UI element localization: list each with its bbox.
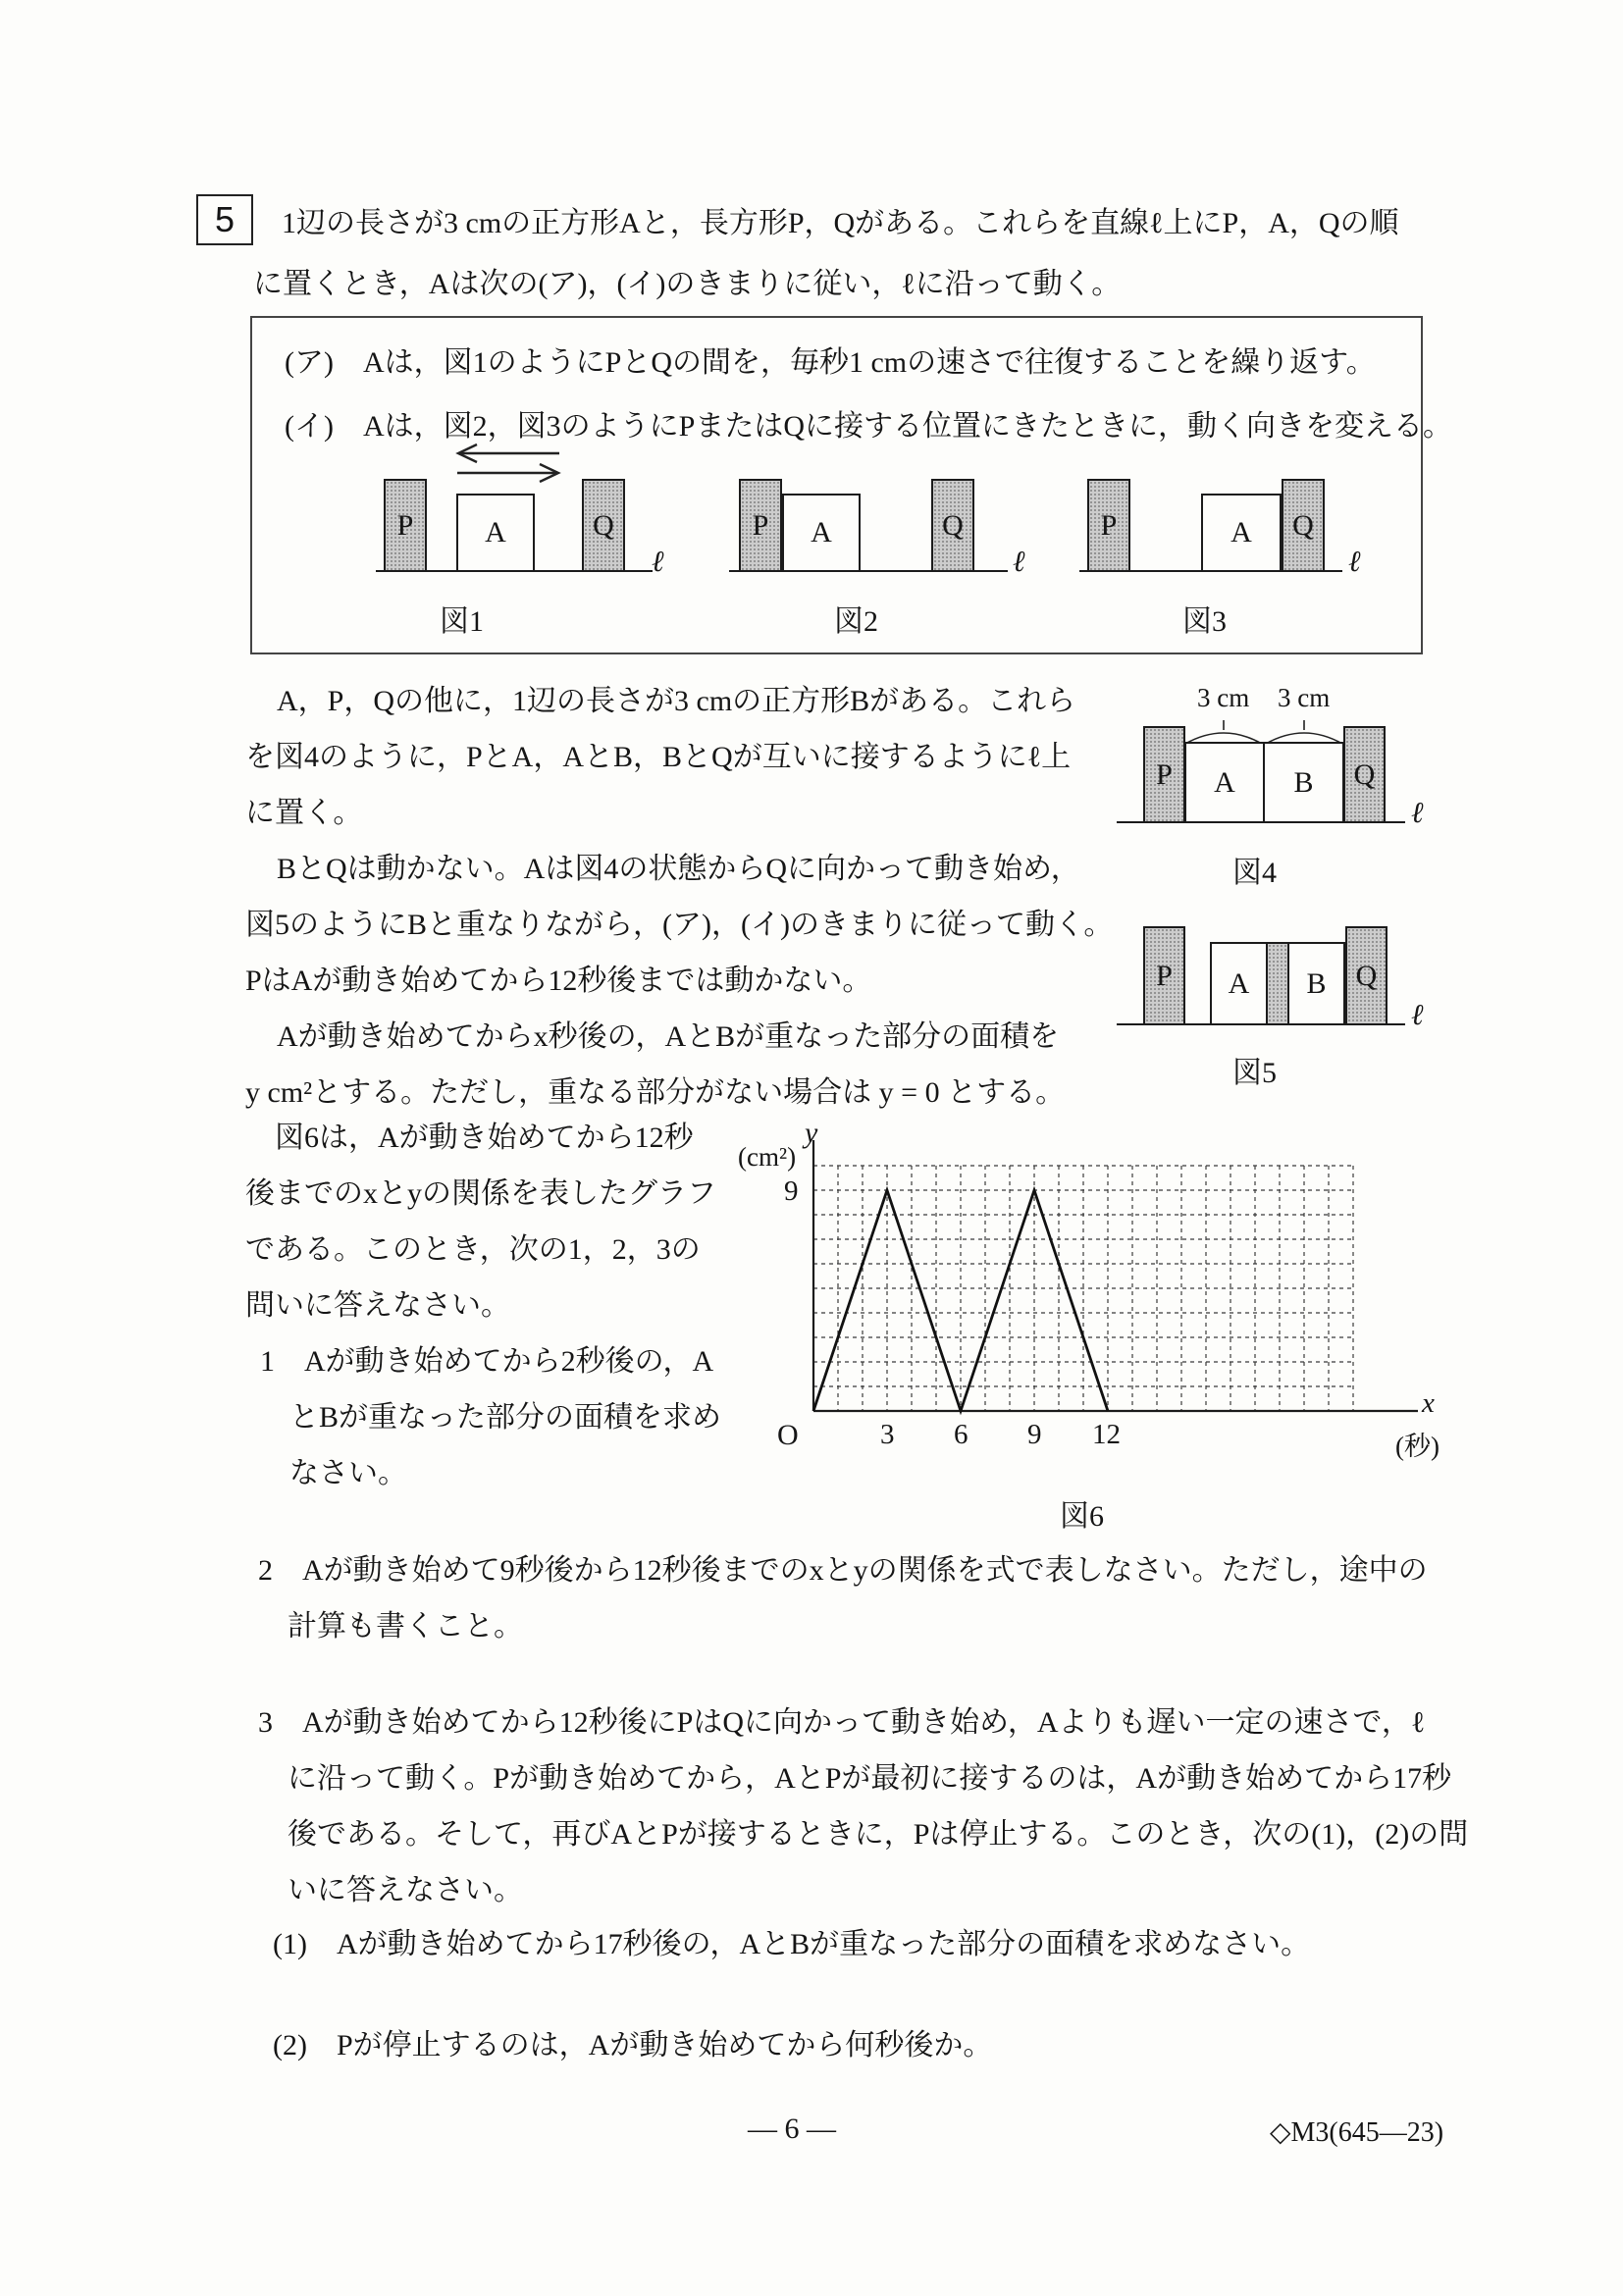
question-2-line: 2 Aが動き始めて9秒後から12秒後までのxとyの関係を式で表しなさい。ただし，途中の [258, 1554, 1428, 1587]
fig5-rect-p [1143, 926, 1185, 1025]
fig4-rect-p [1143, 726, 1185, 823]
body-line: BとQは動かない。Aは図4の状態からQに向かって動き始め， [277, 853, 1080, 885]
fig4-dim-a: 3 cm [1197, 683, 1250, 712]
fig6-caption: 図6 [1060, 1500, 1104, 1533]
fig1-rect-q [582, 479, 625, 572]
fig5-label-p: P [1156, 959, 1173, 992]
fig6-origin: O [777, 1419, 799, 1451]
graph-side-line: 後までのxとyの関係を表したグラフ [245, 1177, 716, 1210]
fig4-label-p: P [1156, 757, 1173, 791]
fig1-label-q: Q [593, 508, 614, 542]
graph-side-line: である。このとき，次の1，2，3の [245, 1233, 701, 1266]
question-2-line: 計算も書くこと。 [288, 1610, 523, 1643]
fig4-line-label: ℓ [1411, 797, 1424, 829]
reciprocating-arrows-icon [449, 442, 567, 485]
fig2-label-q: Q [942, 508, 964, 542]
rule-line: (ア) Aは，図1のようにPとQの間を，毎秒1 cmの速さで往復することを繰り返す。 [285, 346, 1376, 379]
fig4-label-a: A [1214, 765, 1235, 799]
fig4-line-l [1117, 821, 1405, 823]
fig2-square-a [782, 494, 861, 572]
fig3-caption: 図3 [1182, 605, 1227, 638]
fig4-dim-b: 3 cm [1278, 683, 1331, 712]
fig3-rect-q [1282, 479, 1325, 572]
problem-number-box [196, 194, 253, 245]
sub-question-line: (2) Pが停止するのは，Aが動き始めてから何秒後か。 [273, 2029, 993, 2061]
fig4-caption: 図4 [1232, 857, 1277, 889]
question-1-line: とBが重なった部分の面積を求め [289, 1401, 722, 1434]
fig3-label-p: P [1100, 508, 1118, 542]
intro-line: に置くとき，Aは次の(ア)，(イ)のきまりに従い，ℓに沿って動く。 [253, 268, 1122, 300]
body-line: を図4のように，PとA，AとB，BとQが互いに接するようにℓ上 [245, 741, 1072, 773]
fig3-line-label: ℓ [1348, 546, 1361, 578]
graph-side-line: 図6は，Aが動き始めてから12秒 [275, 1122, 694, 1154]
fig4-square-a [1184, 742, 1265, 823]
document-code: ◇M3(645—23) [1270, 2117, 1444, 2148]
fig1-rect-p [384, 479, 427, 572]
problem-number: 5 [214, 199, 236, 239]
sub-question-line: (1) Aが動き始めてから17秒後の，AとBが重なった部分の面積を求めなさい。 [273, 1928, 1311, 1960]
fig3-square-a [1201, 494, 1282, 572]
fig1-label-p: P [396, 508, 414, 542]
fig6-y-tick: 9 [784, 1175, 799, 1207]
question-1-line: なさい。 [289, 1457, 407, 1489]
fig5-caption: 図5 [1232, 1057, 1277, 1089]
question-3-line: いに答えなさい。 [288, 1874, 523, 1906]
fig6-x-tick: 6 [954, 1419, 969, 1450]
fig6-x-tick: 9 [1027, 1419, 1042, 1450]
fig1-line-label: ℓ [652, 546, 664, 578]
body-line: y cm²とする。ただし，重なる部分がない場合は y = 0 とする。 [245, 1076, 1066, 1109]
fig5-line-label: ℓ [1411, 999, 1424, 1031]
body-line: PはAが動き始めてから12秒後までは動かない。 [245, 965, 872, 997]
question-1-line: 1 Aが動き始めてから2秒後の，A [260, 1345, 714, 1378]
fig1-label-a: A [485, 516, 506, 548]
fig2-label-p: P [752, 508, 769, 542]
fig3-rect-p [1087, 479, 1130, 572]
fig6-x-tick: 12 [1092, 1419, 1121, 1450]
fig1-square-a [456, 494, 535, 572]
fig2-caption: 図2 [834, 605, 878, 638]
question-3-line: 3 Aが動き始めてから12秒後にPはQに向かって動き始め，Aよりも遅い一定の速さで，ℓ [258, 1706, 1426, 1739]
fig4-square-b [1263, 742, 1344, 823]
fig5-rect-q [1345, 926, 1387, 1025]
fig2-label-a: A [811, 516, 832, 548]
fig6-y-var: y [805, 1117, 818, 1149]
page-number: — 6 — [748, 2113, 836, 2145]
body-line: 図5のようにBと重なりながら，(ア)，(イ)のきまりに従って動く。 [245, 909, 1114, 941]
fig5-line-l [1117, 1023, 1405, 1025]
rule-line: (イ) Aは，図2，図3のようにPまたはQに接する位置にきたときに，動く向きを変える。 [285, 410, 1452, 443]
fig5-overlap-region [1266, 944, 1289, 1023]
fig6-x-unit: (秒) [1395, 1432, 1440, 1461]
intro-line: 1辺の長さが3 cmの正方形Aと，長方形P，Qがある。これらを直線ℓ上にP，A，Qの順 [282, 207, 1399, 239]
fig6-graph [726, 1119, 1433, 1540]
fig6-y-unit: (cm²) [738, 1142, 797, 1172]
fig2-line-label: ℓ [1013, 546, 1025, 578]
fig5-label-a: A [1228, 966, 1250, 1000]
fig6-x-var: x [1422, 1387, 1435, 1419]
fig5-label-b: B [1306, 966, 1327, 1000]
fig1-caption: 図1 [440, 605, 484, 638]
body-line: に置く。 [245, 797, 363, 829]
fig2-rect-q [931, 479, 974, 572]
graph-side-line: 問いに答えなさい。 [245, 1289, 510, 1322]
fig5-label-q: Q [1355, 959, 1378, 992]
fig2-rect-p [739, 479, 782, 572]
fig4-rect-q [1343, 726, 1386, 823]
fig3-label-a: A [1230, 516, 1252, 548]
fig3-label-q: Q [1292, 508, 1314, 542]
question-3-line: に沿って動く。Pが動き始めてから，AとPが最初に接するのは，Aが動き始めてから17秒 [288, 1762, 1452, 1795]
fig4-label-b: B [1293, 765, 1314, 799]
fig6-x-tick: 3 [880, 1419, 895, 1450]
question-3-line: 後である。そして，再びAとPが接するときに，Pは停止する。このとき，次の(1)，(2)の問 [288, 1818, 1469, 1851]
body-line: Aが動き始めてからx秒後の，AとBが重なった部分の面積を [277, 1020, 1060, 1053]
body-line: A，P，Qの他に，1辺の長さが3 cmの正方形Bがある。これら [277, 685, 1076, 717]
fig4-label-q: Q [1353, 757, 1376, 791]
